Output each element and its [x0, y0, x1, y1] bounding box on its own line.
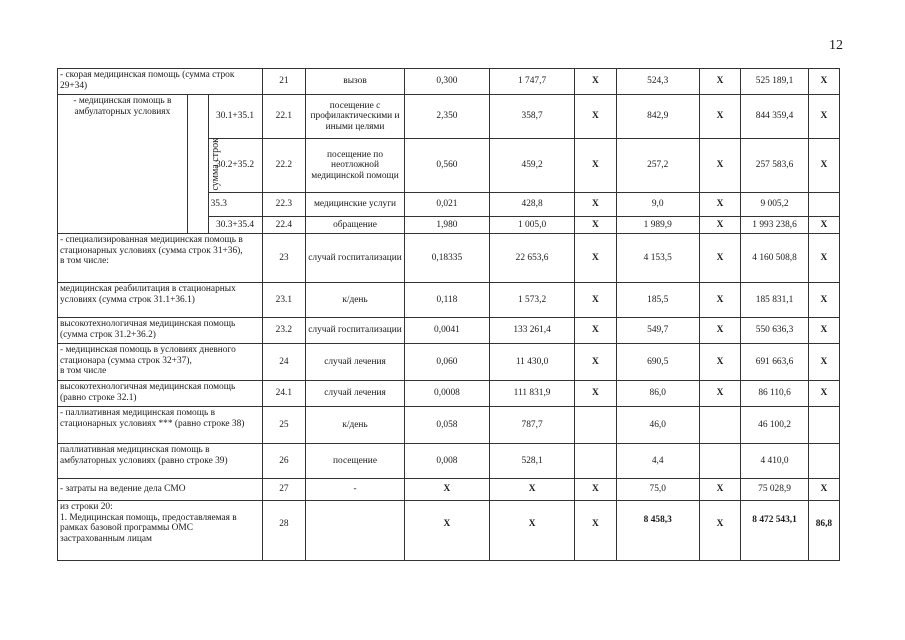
norm-cell: 0,18335: [404, 234, 489, 283]
cost-cell: 358,7: [490, 95, 575, 139]
table-row: [58, 95, 840, 139]
x-mark: X: [699, 501, 741, 561]
norm-cell: 0,008: [404, 444, 489, 479]
norm-cell: 1,980: [404, 217, 489, 234]
sum-cell: 35.3: [208, 193, 262, 217]
cost-cell: 1 005,0: [490, 217, 575, 234]
x-mark: X: [575, 234, 617, 283]
line-number: 24.1: [262, 381, 306, 407]
total-cell: 691 663,6: [741, 344, 809, 381]
value-cell: 46,0: [616, 407, 699, 444]
row-label: - скорая медицинская помощь (сумма строк 29+34): [58, 69, 263, 95]
line-number: 22.1: [262, 95, 306, 139]
x-mark: X: [575, 381, 617, 407]
unit-cell: обращение: [306, 217, 405, 234]
row-label: - специализированная медицинская помощь в стационарных условиях (сумма строк 31+36), в том числе:: [58, 234, 263, 283]
line-number: 28: [262, 501, 306, 561]
unit-cell: -: [306, 479, 405, 501]
cost-cell: 111 831,9: [490, 381, 575, 407]
percent-cell: 86,8: [808, 501, 839, 561]
line-number: 22.4: [262, 217, 306, 234]
total-cell: 257 583,6: [741, 139, 809, 193]
total-cell: 75 028,9: [741, 479, 809, 501]
cost-cell: 1 573,2: [490, 283, 575, 318]
norm-cell: 0,021: [404, 193, 489, 217]
x-mark: X: [699, 344, 741, 381]
x-mark: X: [699, 318, 741, 344]
norm-cell: 2,350: [404, 95, 489, 139]
x-mark: X: [808, 217, 839, 234]
row-label: паллиативная медицинская помощь в амбулаторных условиях (равно строке 39): [58, 444, 263, 479]
unit-cell: к/день: [306, 283, 405, 318]
unit-cell: [306, 501, 405, 561]
row-label: медицинская реабилитация в стационарных условиях (сумма строк 31.1+36.1): [58, 283, 263, 318]
unit-cell: посещение с профилактическими и иными целями: [306, 95, 405, 139]
x-mark: X: [575, 217, 617, 234]
x-mark: X: [575, 479, 617, 501]
x-mark: X: [575, 139, 617, 193]
sum-cell: 30.3+35.4: [208, 217, 262, 234]
financing-table: [57, 68, 840, 561]
table-row: [58, 234, 840, 283]
cost-cell: 428,8: [490, 193, 575, 217]
table-row: [58, 501, 840, 561]
x-mark: X: [808, 283, 839, 318]
total-cell: 46 100,2: [741, 407, 809, 444]
x-mark: [808, 407, 839, 444]
norm-cell: 0,300: [404, 69, 489, 95]
total-cell: 550 636,3: [741, 318, 809, 344]
total-cell: 1 993 238,6: [741, 217, 809, 234]
total-cell: 4 410,0: [741, 444, 809, 479]
cost-cell: 133 261,4: [490, 318, 575, 344]
table-row: [58, 344, 840, 381]
unit-cell: посещение: [306, 444, 405, 479]
rotated-label: сумма строк: [187, 95, 208, 234]
value-cell: 257,2: [616, 139, 699, 193]
total-cell: 185 831,1: [741, 283, 809, 318]
x-mark: X: [699, 69, 741, 95]
x-mark: X: [404, 501, 489, 561]
value-cell: 185,5: [616, 283, 699, 318]
x-mark: X: [808, 95, 839, 139]
value-cell: 8 458,3: [616, 501, 699, 561]
x-mark: X: [490, 501, 575, 561]
line-number: 23.1: [262, 283, 306, 318]
x-mark: X: [699, 283, 741, 318]
value-cell: 75,0: [616, 479, 699, 501]
x-mark: [699, 407, 741, 444]
value-cell: 9,0: [616, 193, 699, 217]
norm-cell: 0,060: [404, 344, 489, 381]
row-label: - медицинская помощь в амбулаторных условиях: [58, 95, 188, 234]
table-row: [58, 444, 840, 479]
unit-cell: случай лечения: [306, 344, 405, 381]
cost-cell: 528,1: [490, 444, 575, 479]
table-row: [58, 318, 840, 344]
line-number: 23: [262, 234, 306, 283]
norm-cell: 0,0008: [404, 381, 489, 407]
x-mark: X: [575, 344, 617, 381]
line-number: 23.2: [262, 318, 306, 344]
x-mark: X: [404, 479, 489, 501]
table-row: [58, 381, 840, 407]
line-number: 22.3: [262, 193, 306, 217]
line-number: 26: [262, 444, 306, 479]
row-label: из строки 20: 1. Медицинская помощь, предоставляемая в рамках базовой программы ОМС застрахованным лицам: [58, 501, 263, 561]
unit-cell: вызов: [306, 69, 405, 95]
x-mark: X: [699, 234, 741, 283]
x-mark: [575, 407, 617, 444]
x-mark: X: [575, 318, 617, 344]
x-mark: [699, 444, 741, 479]
row-label: - медицинская помощь в условиях дневного стационара (сумма строк 32+37), в том числе: [58, 344, 263, 381]
value-cell: 86,0: [616, 381, 699, 407]
sum-cell: 30.1+35.1: [208, 95, 262, 139]
table-row: [58, 407, 840, 444]
x-mark: X: [699, 193, 741, 217]
norm-cell: 0,0041: [404, 318, 489, 344]
cost-cell: 22 653,6: [490, 234, 575, 283]
table-row: [58, 69, 840, 95]
x-mark: X: [808, 344, 839, 381]
line-number: 25: [262, 407, 306, 444]
x-mark: X: [699, 139, 741, 193]
value-cell: 690,5: [616, 344, 699, 381]
x-mark: X: [699, 217, 741, 234]
x-mark: X: [808, 479, 839, 501]
row-label: - затраты на ведение дела СМО: [58, 479, 263, 501]
x-mark: [575, 444, 617, 479]
norm-cell: 0,058: [404, 407, 489, 444]
x-mark: X: [808, 234, 839, 283]
total-cell: 8 472 543,1: [741, 501, 809, 561]
line-number: 21: [262, 69, 306, 95]
row-label: высокотехнологичная медицинская помощь (равно строке 32.1): [58, 381, 263, 407]
x-mark: X: [808, 69, 839, 95]
line-number: 24: [262, 344, 306, 381]
value-cell: 4,4: [616, 444, 699, 479]
value-cell: 524,3: [616, 69, 699, 95]
x-mark: X: [699, 479, 741, 501]
x-mark: X: [575, 283, 617, 318]
table-row: [58, 283, 840, 318]
unit-cell: случай госпитализации: [306, 234, 405, 283]
value-cell: 842,9: [616, 95, 699, 139]
sum-cell: 30.2+35.2: [208, 139, 262, 193]
unit-cell: к/день: [306, 407, 405, 444]
x-mark: [808, 193, 839, 217]
total-cell: 86 110,6: [741, 381, 809, 407]
norm-cell: 0,118: [404, 283, 489, 318]
page-number: 12: [829, 38, 843, 53]
total-cell: 9 005,2: [741, 193, 809, 217]
line-number: 27: [262, 479, 306, 501]
x-mark: X: [490, 479, 575, 501]
x-mark: X: [575, 95, 617, 139]
cost-cell: 11 430,0: [490, 344, 575, 381]
total-cell: 844 359,4: [741, 95, 809, 139]
cost-cell: 787,7: [490, 407, 575, 444]
unit-cell: случай госпитализации: [306, 318, 405, 344]
x-mark: X: [699, 381, 741, 407]
x-mark: X: [808, 139, 839, 193]
row-label: высокотехнологичная медицинская помощь (сумма строк 31.2+36.2): [58, 318, 263, 344]
row-label: - паллиативная медицинская помощь в стационарных условиях *** (равно строке 38): [58, 407, 263, 444]
total-cell: 525 189,1: [741, 69, 809, 95]
unit-cell: посещение по неотложной медицинской помощи: [306, 139, 405, 193]
x-mark: X: [808, 381, 839, 407]
unit-cell: случай лечения: [306, 381, 405, 407]
value-cell: 1 989,9: [616, 217, 699, 234]
x-mark: X: [575, 193, 617, 217]
x-mark: X: [575, 501, 617, 561]
x-mark: X: [808, 318, 839, 344]
value-cell: 4 153,5: [616, 234, 699, 283]
table-row: [58, 479, 840, 501]
norm-cell: 0,560: [404, 139, 489, 193]
total-cell: 4 160 508,8: [741, 234, 809, 283]
x-mark: X: [575, 69, 617, 95]
cost-cell: 459,2: [490, 139, 575, 193]
value-cell: 549,7: [616, 318, 699, 344]
line-number: 22.2: [262, 139, 306, 193]
x-mark: [808, 444, 839, 479]
x-mark: X: [699, 95, 741, 139]
unit-cell: медицинские услуги: [306, 193, 405, 217]
cost-cell: 1 747,7: [490, 69, 575, 95]
